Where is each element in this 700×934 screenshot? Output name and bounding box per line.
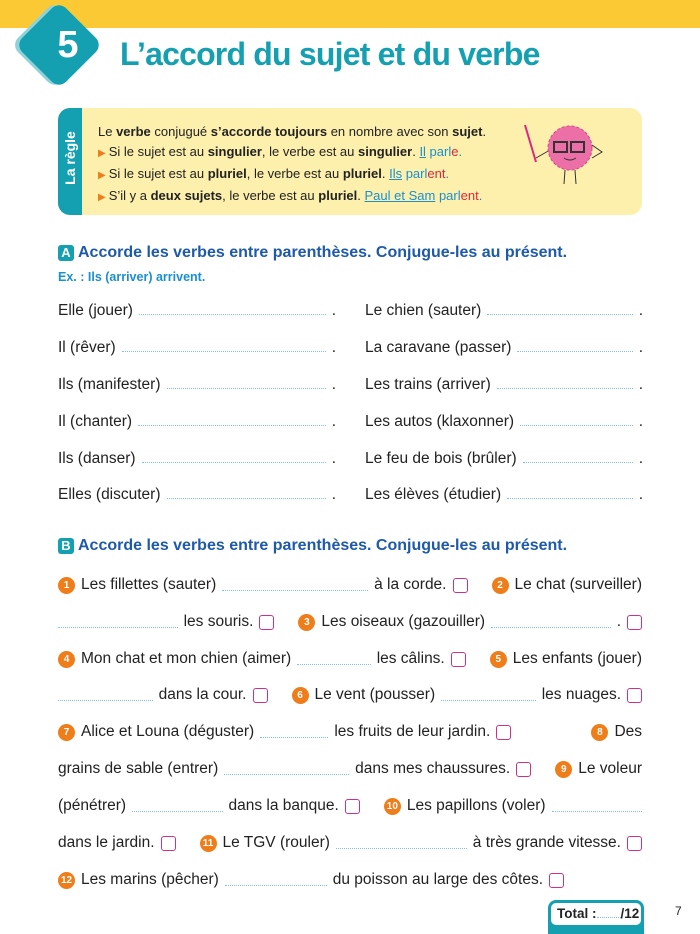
item-number-badge: 1 <box>58 577 75 594</box>
rule-text <box>98 122 486 208</box>
score-blank[interactable] <box>597 917 621 918</box>
answer-blank[interactable] <box>225 885 327 886</box>
verb-prompt: Les élèves (étudier) <box>365 486 502 503</box>
part-b-heading: B Accorde les verbes entre parenthèses. Conjugue-les au présent. <box>58 537 567 555</box>
answer-blank[interactable] <box>491 627 611 628</box>
answer-blank[interactable] <box>122 351 326 352</box>
check-box[interactable] <box>259 615 274 630</box>
item-number-badge: 11 <box>200 835 217 852</box>
exercise-line: (pénétrer) dans la banque. 10 Les papillons (voler) <box>58 795 642 817</box>
answer-blank[interactable] <box>487 314 632 315</box>
check-box[interactable] <box>453 578 468 593</box>
item-number-badge: 10 <box>384 798 401 815</box>
verb-prompt: Il (chanter) <box>58 413 133 430</box>
rule-tab <box>58 108 82 215</box>
exercise-row <box>58 302 336 320</box>
exercise-line: dans le jardin. 11 Le TGV (rouler) à très grande vitesse. <box>58 832 642 854</box>
exercise-line: grains de sable (entrer) dans mes chaussures. 9 Le voleur <box>58 760 642 777</box>
item-number-badge: 8 <box>591 724 608 741</box>
rule-tab-label: La règle <box>62 131 78 185</box>
arrow-icon: ▶ <box>98 192 106 203</box>
item-number-badge: 7 <box>58 724 75 741</box>
exercise-row <box>365 450 643 468</box>
verb-prompt: Elle (jouer) <box>58 302 133 319</box>
arrow-icon: ▶ <box>98 148 106 159</box>
period: . <box>331 302 336 319</box>
period: . <box>638 486 643 503</box>
answer-blank[interactable] <box>497 388 633 389</box>
verb-prompt: La caravane (passer) <box>365 339 512 356</box>
period: . <box>638 376 643 393</box>
exercise-row <box>58 376 336 394</box>
chapter-number: 5 <box>57 24 79 66</box>
verb-prompt: Elles (discuter) <box>58 486 161 503</box>
period: . <box>638 450 643 467</box>
check-box[interactable] <box>627 615 642 630</box>
brain-mascot-icon <box>520 120 620 190</box>
verb-prompt: Le feu de bois (brûler) <box>365 450 517 467</box>
total-score-box: Total : /12 <box>548 900 644 934</box>
exercise-line: 1 Les fillettes (sauter) à la corde. 2 Le chat (surveiller) <box>58 574 642 596</box>
period: . <box>331 339 336 356</box>
answer-blank[interactable] <box>507 498 633 499</box>
period: . <box>331 413 336 430</box>
verb-prompt: Ils (manifester) <box>58 376 161 393</box>
item-number-badge: 5 <box>490 651 507 668</box>
answer-blank[interactable] <box>517 351 632 352</box>
check-box[interactable] <box>516 762 531 777</box>
item-number-badge: 12 <box>58 872 75 889</box>
verb-prompt: Le chien (sauter) <box>365 302 482 319</box>
arrow-icon: ▶ <box>98 170 106 181</box>
exercise-row <box>58 339 336 357</box>
period: . <box>331 376 336 393</box>
check-box[interactable] <box>161 836 176 851</box>
check-box[interactable] <box>253 688 268 703</box>
exercise-row <box>365 339 643 357</box>
exercise-line: 4 Mon chat et mon chien (aimer) les câlins. 5 Les enfants (jouer) <box>58 648 642 670</box>
exercise-line: les souris. 3 Les oiseaux (gazouiller) . <box>58 611 642 633</box>
answer-blank[interactable] <box>336 848 467 849</box>
answer-blank[interactable] <box>520 425 633 426</box>
answer-blank[interactable] <box>142 462 326 463</box>
check-box[interactable] <box>627 836 642 851</box>
verb-prompt: Les trains (arriver) <box>365 376 491 393</box>
answer-blank[interactable] <box>58 700 153 701</box>
verb-prompt: Il (rêver) <box>58 339 116 356</box>
check-box[interactable] <box>496 725 511 740</box>
verb-prompt: Ils (danser) <box>58 450 136 467</box>
rule-line: ▶ Si le sujet est au pluriel, le verbe est au pluriel. Ils parlent. <box>98 166 450 181</box>
item-number-badge: 9 <box>555 761 572 778</box>
answer-blank[interactable] <box>139 314 326 315</box>
answer-blank[interactable] <box>224 774 349 775</box>
example: Ex. : Ils (arriver) arrivent. <box>58 270 206 284</box>
period: . <box>331 450 336 467</box>
answer-blank[interactable] <box>222 590 368 591</box>
item-number-badge: 4 <box>58 651 75 668</box>
check-box[interactable] <box>345 799 360 814</box>
exercise-row <box>365 302 643 320</box>
part-a-heading: A Accorde les verbes entre parenthèses. Conjugue-les au présent. <box>58 244 567 262</box>
answer-blank[interactable] <box>138 425 326 426</box>
check-box[interactable] <box>627 688 642 703</box>
exercise-row <box>58 413 336 431</box>
answer-blank[interactable] <box>132 811 222 812</box>
period: . <box>331 486 336 503</box>
period: . <box>638 413 643 430</box>
rule-line: Le verbe conjugué s’accorde toujours en nombre avec son sujet. <box>98 124 487 139</box>
answer-blank[interactable] <box>167 498 326 499</box>
item-number-badge: 2 <box>492 577 509 594</box>
exercise-row <box>58 450 336 468</box>
answer-blank[interactable] <box>260 737 328 738</box>
page-number: 7 <box>675 904 682 918</box>
check-box[interactable] <box>451 652 466 667</box>
period: . <box>638 339 643 356</box>
rule-line: ▶ S’il y a deux sujets, le verbe est au pluriel. Paul et Sam parlent. <box>98 188 483 203</box>
exercise-row <box>58 486 336 504</box>
exercise-row <box>365 413 643 431</box>
verb-prompt: Les autos (klaxonner) <box>365 413 515 430</box>
exercise-row <box>365 376 643 394</box>
check-box[interactable] <box>549 873 564 888</box>
answer-blank[interactable] <box>441 700 536 701</box>
answer-blank[interactable] <box>523 462 633 463</box>
rule-line: ▶ Si le sujet est au singulier, le verbe est au singulier. Il parle. <box>98 144 463 159</box>
answer-blank[interactable] <box>58 627 178 628</box>
answer-blank[interactable] <box>167 388 326 389</box>
page-title: L’accord du sujet et du verbe <box>120 36 540 72</box>
period: . <box>638 302 643 319</box>
answer-blank[interactable] <box>297 664 370 665</box>
answer-blank[interactable] <box>552 811 642 812</box>
part-a-badge: A <box>58 245 74 261</box>
exercise-row <box>365 486 643 504</box>
exercise-line: dans la cour. 6 Le vent (pousser) les nuages. <box>58 684 642 706</box>
exercise-line: 7 Alice et Louna (déguster) les fruits de leur jardin. 8 Des <box>58 721 642 743</box>
item-number-badge: 6 <box>292 687 309 704</box>
part-b-badge: B <box>58 538 74 554</box>
item-number-badge: 3 <box>298 614 315 631</box>
exercise-line: 12 Les marins (pêcher) du poisson au large des côtes. <box>58 869 564 891</box>
